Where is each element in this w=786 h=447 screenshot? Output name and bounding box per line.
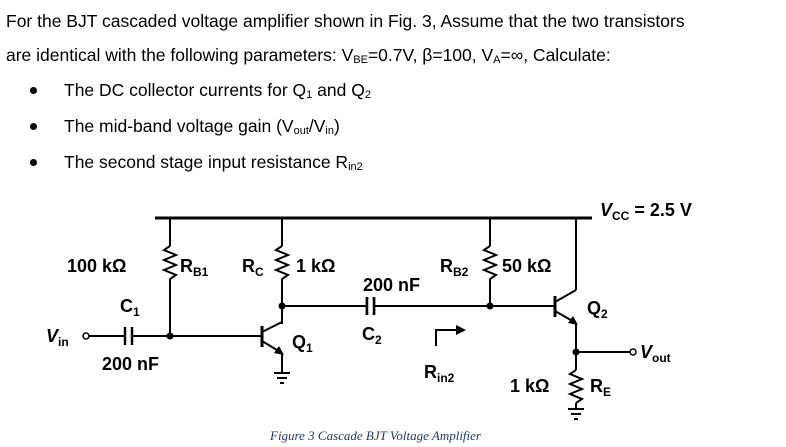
q2-label: $Q_2$ bbox=[587, 298, 608, 321]
c1-value-label: 200 nF bbox=[102, 354, 160, 374]
vin-terminal bbox=[83, 333, 89, 339]
rc-label: $R_C$ bbox=[242, 256, 264, 279]
task-item: The DC collector currents for $Q_1$ and $Q_2$ bbox=[30, 72, 371, 108]
q1-transistor bbox=[262, 322, 284, 372]
rb2-resistor bbox=[484, 218, 496, 306]
rin2-arrow bbox=[436, 325, 466, 346]
c2-value-label: 200 nF bbox=[363, 275, 421, 295]
figure-caption: Figure 3 Cascade BJT Voltage Amplifier bbox=[270, 428, 481, 443]
re-resistor bbox=[570, 370, 582, 408]
re-label: $R_E$ bbox=[590, 376, 612, 399]
rb2-label: $R_{B2}$ bbox=[440, 256, 469, 279]
junction-dot bbox=[573, 349, 580, 356]
c1-label: $C_1$ bbox=[120, 296, 140, 319]
vout-label: $V_{out}$ bbox=[640, 342, 671, 365]
junction-dot bbox=[279, 303, 286, 310]
vcc-label: $V_{CC} = 2.5$ V bbox=[600, 200, 692, 223]
r50k-label: 50 kΩ bbox=[502, 256, 552, 276]
problem-line-2: are identical with the following parameters: $V_{BE}=0.7V$, β=100, $V_A=\infty$, Calculate: bbox=[6, 45, 611, 66]
vout-terminal bbox=[630, 349, 636, 355]
r1k-label: 1 kΩ bbox=[296, 256, 336, 276]
c2-label: $C_2$ bbox=[362, 324, 382, 347]
problem-line-1: For the BJT cascaded voltage amplifier shown in Fig. 3, Assume that the two transistors bbox=[6, 11, 685, 31]
r100k-label: 100 kΩ bbox=[67, 256, 127, 276]
task-item: The second stage input resistance $R_{in2}$ bbox=[30, 144, 371, 180]
junction-dot bbox=[487, 303, 494, 310]
c1-capacitor bbox=[125, 327, 132, 345]
rin2-label: $R_{in2}$ bbox=[424, 362, 455, 385]
q1-label: $Q_1$ bbox=[292, 332, 313, 355]
q2-transistor bbox=[555, 218, 578, 370]
task-item: The mid-band voltage gain $(V_{out}/V_{in})$ bbox=[30, 108, 371, 144]
vin-label: $V_{in}$ bbox=[46, 326, 69, 349]
rb1-resistor bbox=[164, 218, 176, 336]
junction-dot bbox=[167, 333, 174, 340]
ground-icon bbox=[274, 373, 290, 383]
rb1-label: $R_{B1}$ bbox=[180, 256, 209, 279]
ground-icon bbox=[568, 409, 584, 419]
re-value-label: 1 kΩ bbox=[510, 376, 550, 396]
